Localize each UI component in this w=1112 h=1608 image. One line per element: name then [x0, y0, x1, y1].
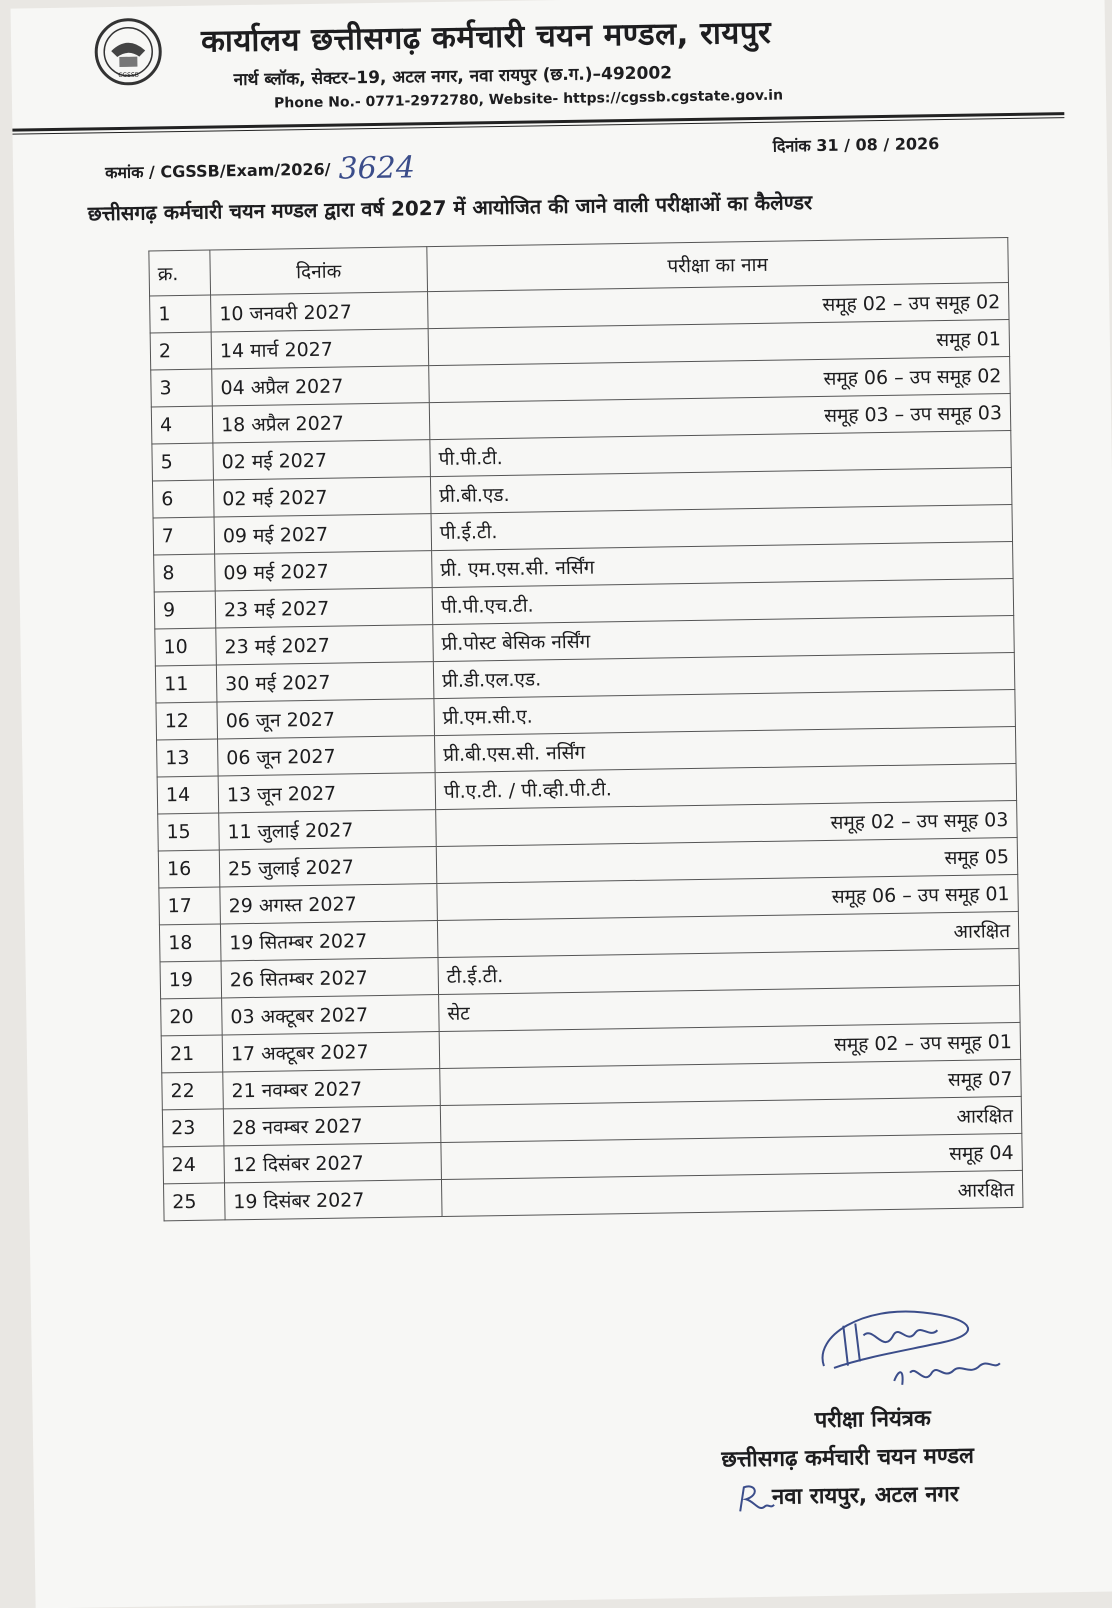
- cell-date: 23 मई 2027: [216, 625, 434, 665]
- cell-date: 06 जून 2027: [218, 736, 436, 776]
- cell-exam-name: प्री.डी.एल.एड.: [433, 652, 1015, 698]
- cell-serial: 25: [164, 1183, 226, 1221]
- document-page: [11, 0, 1112, 1608]
- cell-date: 19 दिसंबर 2027: [224, 1180, 442, 1220]
- cell-serial: 24: [163, 1146, 225, 1184]
- cell-exam-name: पी.ए.टी. / पी.व्ही.पी.टी.: [435, 763, 1017, 809]
- cell-date: 18 अप्रैल 2027: [212, 403, 430, 443]
- document-sheet: [11, 0, 1112, 1608]
- cell-date: 09 मई 2027: [214, 514, 432, 554]
- cell-serial: 9: [154, 591, 216, 629]
- cell-date: 30 मई 2027: [216, 662, 434, 702]
- cell-exam-name: समूह 01: [428, 320, 1010, 366]
- cell-exam-name: प्री. एम.एस.सी. नर्सिंग: [432, 541, 1014, 587]
- header-exam-name: परीक्षा का नाम: [427, 238, 1009, 292]
- signatory-place: नवा रायपुर, अटल नगर: [771, 1481, 960, 1510]
- cell-date: 10 जनवरी 2027: [211, 292, 429, 332]
- cell-exam-name: प्री.बी.एड.: [430, 467, 1012, 513]
- cell-date: 29 अगस्त 2027: [220, 884, 438, 924]
- cell-exam-name: पी.ई.टी.: [431, 504, 1013, 550]
- cell-serial: 23: [162, 1109, 224, 1147]
- cell-date: 21 नवम्बर 2027: [223, 1069, 441, 1109]
- cell-exam-name: प्री.पोस्ट बेसिक नर्सिंग: [433, 615, 1015, 661]
- cell-exam-name: समूह 02 – उप समूह 03: [436, 800, 1018, 846]
- cell-exam-name: समूह 06 – उप समूह 01: [437, 874, 1019, 920]
- cell-serial: 17: [159, 887, 221, 925]
- cell-exam-name: आरक्षित: [437, 911, 1019, 957]
- reference-line: [105, 150, 415, 190]
- exam-calendar-table: [148, 237, 1023, 1221]
- cell-serial: 12: [156, 702, 218, 740]
- cell-serial: 4: [151, 406, 213, 444]
- cell-exam-name: समूह 03 – उप समूह 03: [429, 393, 1011, 439]
- cell-date: 14 मार्च 2027: [211, 329, 429, 369]
- cell-date: 06 जून 2027: [217, 699, 435, 739]
- cell-date: 02 मई 2027: [213, 440, 431, 480]
- cell-exam-name: समूह 07: [440, 1059, 1022, 1105]
- cell-date: 04 अप्रैल 2027: [212, 366, 430, 406]
- cell-exam-name: समूह 05: [436, 837, 1018, 883]
- handwritten-initial: [734, 1481, 777, 1518]
- cell-exam-name: समूह 02 – उप समूह 02: [428, 283, 1010, 329]
- cell-date: 09 मई 2027: [215, 551, 433, 591]
- cell-serial: 22: [162, 1072, 224, 1110]
- cgssb-logo: [93, 16, 164, 87]
- table-body: [150, 283, 1023, 1221]
- cell-exam-name: आरक्षित: [440, 1096, 1022, 1142]
- cell-date: 03 अक्टूबर 2027: [222, 995, 440, 1035]
- cell-serial: 5: [152, 443, 214, 481]
- cell-exam-name: समूह 04: [441, 1133, 1023, 1179]
- reference-prefix: कमांक / CGSSB/Exam/2026/: [104, 159, 331, 183]
- cell-date: 17 अक्टूबर 2027: [222, 1032, 440, 1072]
- header-rule: [12, 112, 1064, 132]
- cell-serial: 1: [150, 295, 212, 333]
- cell-serial: 18: [159, 924, 221, 962]
- cell-exam-name: पी.पी.एच.टी.: [432, 578, 1014, 624]
- cell-date: 19 सितम्बर 2027: [220, 921, 438, 961]
- cell-serial: 11: [155, 665, 217, 703]
- cell-date: 13 जून 2027: [218, 773, 436, 813]
- signatory-title: परीक्षा नियंत्रक: [814, 1406, 932, 1434]
- cell-date: 02 मई 2027: [213, 477, 431, 517]
- cell-serial: 21: [161, 1035, 223, 1073]
- letter-date: दिनांक 31 / 08 / 2026: [772, 134, 940, 156]
- cell-date: 12 दिसंबर 2027: [224, 1143, 442, 1183]
- cell-serial: 10: [155, 628, 217, 666]
- reference-number: 3624: [338, 150, 416, 187]
- cell-date: 26 सितम्बर 2027: [221, 958, 439, 998]
- cell-serial: 16: [158, 850, 220, 888]
- cell-exam-name: प्री.एम.सी.ए.: [434, 689, 1016, 735]
- cell-exam-name: प्री.बी.एस.सी. नर्सिंग: [434, 726, 1016, 772]
- calendar-subject: छत्तीसगढ़ कर्मचारी चयन मण्डल द्वारा वर्ष 2027 में आयोजित की जाने वाली परीक्षाओं का कैलेण्डर: [87, 190, 813, 226]
- cell-exam-name: पी.पी.टी.: [430, 430, 1012, 476]
- header-date: दिनांक: [210, 247, 428, 295]
- cell-date: 23 मई 2027: [215, 588, 433, 628]
- cell-serial: 2: [150, 332, 212, 370]
- cell-serial: 13: [157, 739, 219, 777]
- cell-exam-name: आरक्षित: [441, 1170, 1023, 1216]
- logo-text: CGSSB: [118, 71, 139, 79]
- office-address: नार्थ ब्लॉक, सेक्टर–19, अटल नगर, नवा रायपुर (छ.ग.)–492002: [233, 63, 673, 91]
- handwritten-signature: [803, 1293, 1015, 1406]
- header-serial: क्र.: [149, 250, 211, 296]
- cell-exam-name: सेट: [439, 985, 1021, 1031]
- cell-date: 25 जुलाई 2027: [219, 847, 437, 887]
- cell-serial: 3: [151, 369, 213, 407]
- cell-date: 11 जुलाई 2027: [219, 810, 437, 850]
- cell-exam-name: टी.ई.टी.: [438, 948, 1020, 994]
- cell-serial: 8: [154, 554, 216, 592]
- cell-date: 28 नवम्बर 2027: [223, 1106, 441, 1146]
- office-contact: Phone No.- 0771-2972780, Website- https://cgssb.cgstate.gov.in: [273, 87, 784, 112]
- signatory-organization: छत्तीसगढ़ कर्मचारी चयन मण्डल: [721, 1443, 975, 1473]
- cell-serial: 7: [153, 517, 215, 555]
- cell-serial: 15: [158, 813, 220, 851]
- cell-serial: 6: [152, 480, 214, 518]
- cell-serial: 20: [161, 998, 223, 1036]
- cell-serial: 19: [160, 961, 222, 999]
- office-name: कार्यालय छत्तीसगढ़ कर्मचारी चयन मण्डल, रायपुर: [200, 14, 772, 60]
- cell-exam-name: समूह 02 – उप समूह 01: [439, 1022, 1021, 1068]
- cell-serial: 14: [157, 776, 219, 814]
- cell-exam-name: समूह 06 – उप समूह 02: [429, 357, 1011, 403]
